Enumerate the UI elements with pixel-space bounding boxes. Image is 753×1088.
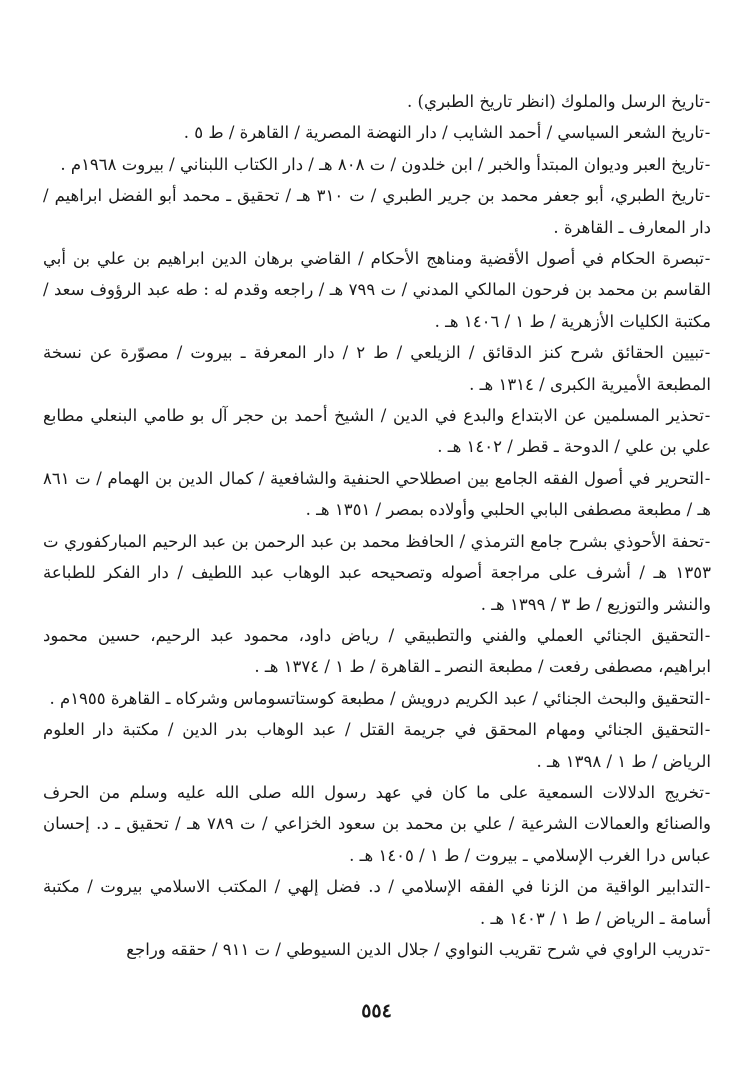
bibliography-entry [43, 463, 711, 526]
entry-dash: - [704, 720, 711, 740]
entry-dash: - [704, 249, 711, 269]
entry-text: تاريخ الرسل والملوك (انظر تاريخ الطبري) . [407, 92, 704, 111]
bibliography-entry [43, 243, 711, 337]
entry-dash: - [704, 531, 711, 551]
entry-text: تاريخ العبر وديوان المبتدأ والخبر / ابن خلدون / ت ٨٠٨ هـ / دار الكتاب اللبناني / بيروت ١٩٦٨م . [60, 154, 704, 174]
entry-text: تبصرة الحكام في أصول الأقضية ومناهج الأحكام / القاضي برهان الدين ابراهيم بن علي بن أبي القاسم بن محمد بن فرحون المالكي المدني / ت ٧٩٩ هـ / راجعه وقدم له : طه عبد الرؤوف سعد / مكتبة الكليات الأزهرية / ط ١ / ١٤٠٦ هـ . [43, 249, 711, 331]
bibliography-entry [43, 337, 711, 400]
bibliography-entry [43, 180, 711, 243]
page-number: ٥٥٤ [361, 1000, 392, 1022]
entry-text: التدابير الواقية من الزنا في الفقه الإسلامي / د. فضل إلهي / المكتب الاسلامي بيروت / مكتبة أسامة ـ الرياض / ط ١ / ١٤٠٣ هـ . [43, 877, 711, 928]
bibliography-entry [43, 526, 711, 620]
bibliography-entry [43, 149, 711, 180]
entry-text: التحرير في أصول الفقه الجامع بين اصطلاحي الحنفية والشافعية / كمال الدين بن الهمام / ت ٨٦١ هـ / مطبعة مصطفى البابي الحلبي وأولاده بمصر / ١٣٥١ هـ . [43, 468, 711, 520]
entry-dash: - [704, 154, 711, 174]
bibliography-entry [43, 86, 711, 117]
entry-dash: - [704, 625, 711, 645]
bibliography-entry [43, 400, 711, 463]
bibliography-entry [43, 117, 711, 148]
entry-dash: - [704, 782, 711, 802]
entry-text: تدريب الراوي في شرح تقريب النواوي / جلال الدين السيوطي / ت ٩١١ / حققه وراجع [126, 939, 704, 959]
entry-dash: - [704, 406, 711, 426]
entry-dash: - [704, 186, 711, 206]
entry-text: تاريخ الطبري، أبو جعفر محمد بن جرير الطبري / ت ٣١٠ هـ / تحقيق ـ محمد أبو الفضل ابراهيم / دار المعارف ـ القاهرة . [43, 186, 711, 237]
entry-dash: - [704, 688, 711, 708]
entry-dash: - [704, 92, 711, 111]
bibliography-entry [43, 714, 711, 777]
entry-text: التحقيق والبحث الجنائي / عبد الكريم درويش / مطبعة كوستاتسوماس وشركاه ـ القاهرة ١٩٥٥م . [49, 688, 704, 708]
bibliography-entry [43, 777, 711, 871]
entry-dash: - [704, 468, 711, 488]
entry-dash: - [704, 343, 711, 363]
bibliography-entry [43, 683, 711, 714]
entry-text: تبيين الحقائق شرح كنز الدقائق / الزيلعي / ط ٢ / دار المعرفة ـ بيروت / مصوّرة عن نسخة المطبعة الأميرية الكبرى / ١٣١٤ هـ . [43, 343, 711, 394]
entry-text: التحقيق الجنائي العملي والفني والتطبيقي / رياض داود، محمود عبد الرحيم، حسين محمود ابراهيم، مصطفى رفعت / مطبعة النصر ـ القاهرة / ط ١ / ١٣٧٤ هـ . [43, 625, 711, 677]
entry-text: تحذير المسلمين عن الابتداع والبدع في الدين / الشيخ أحمد بن حجر آل بو طامي البنعلي مطابع علي بن علي / الدوحة ـ قطر / ١٤٠٢ هـ . [43, 406, 711, 457]
entry-text: تخريج الدلالات السمعية على ما كان في عهد رسول الله صلى الله عليه وسلم من الحرف والصنائع والعمالات الشرعية / علي بن محمد بن سعود الخزاعي / ت ٧٨٩ هـ / تحقيق ـ د. إحسان عباس درا الغرب الإسلامي ـ بيروت / ط ١ / ١٤٠٥ هـ . [43, 782, 712, 865]
entry-text: تحفة الأحوذي بشرح جامع الترمذي / الحافظ محمد بن عبد الرحمن بن عبد الرحيم المباركفوري ت ١٣٥٣ هـ / أشرف على مراجعة أصوله وتصحيحه عبد الوهاب عبد اللطيف / دار الفكر للطباعة والنشر والتوزيع / ط ٣ / ١٣٩٩ هـ . [43, 531, 711, 614]
bibliography-list [43, 86, 711, 965]
bibliography-entry [43, 871, 711, 934]
entry-text: تاريخ الشعر السياسي / أحمد الشايب / دار النهضة المصرية / القاهرة / ط ٥ . [183, 123, 704, 143]
bibliography-entry [43, 934, 711, 965]
entry-dash: - [704, 877, 711, 897]
bibliography-entry [43, 620, 711, 683]
entry-dash: - [704, 123, 711, 143]
entry-dash: - [704, 939, 711, 959]
entry-text: التحقيق الجنائي ومهام المحقق في جريمة القتل / عبد الوهاب بدر الدين / مكتبة دار العلوم الرياض / ط ١ / ١٣٩٨ هـ . [43, 720, 711, 771]
